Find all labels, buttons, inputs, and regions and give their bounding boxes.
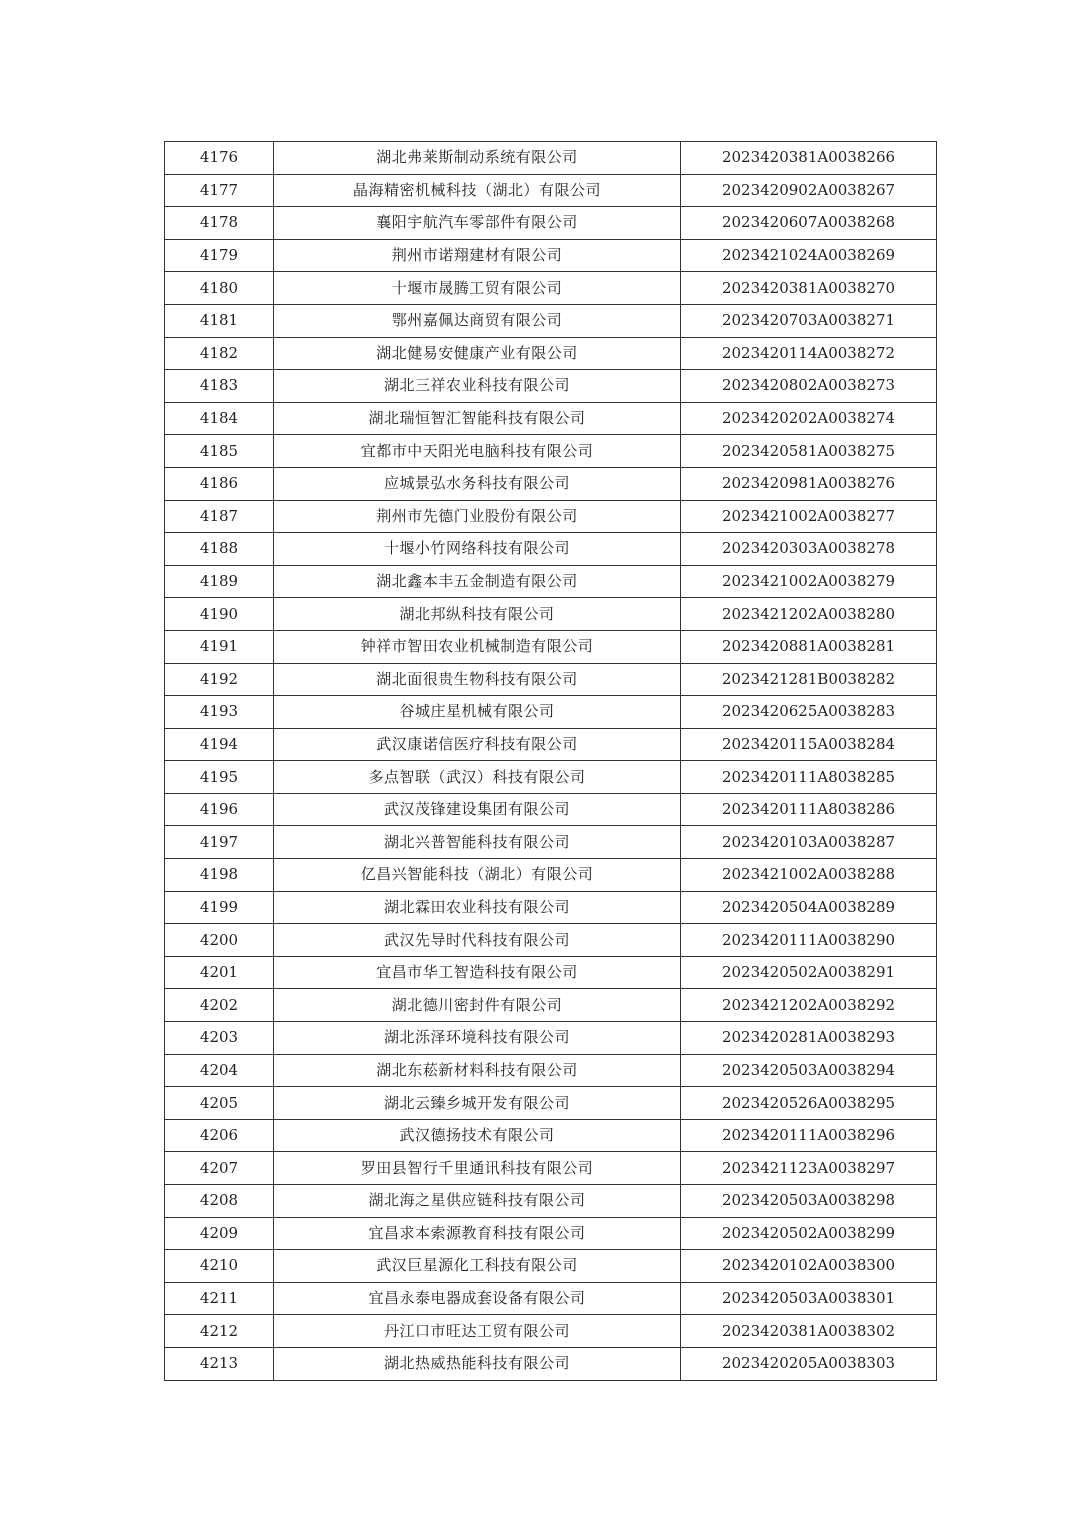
row-number-cell: 4210 <box>165 1250 274 1283</box>
row-number-cell: 4195 <box>165 761 274 794</box>
registration-code-cell: 2023420503A0038301 <box>681 1282 937 1315</box>
company-name-cell: 湖北德川密封件有限公司 <box>274 989 681 1022</box>
table-row <box>165 1250 937 1283</box>
company-name-cell: 晶海精密机械科技（湖北）有限公司 <box>274 174 681 207</box>
row-number-cell: 4181 <box>165 304 274 337</box>
company-name-cell: 十堰市晟腾工贸有限公司 <box>274 272 681 305</box>
row-number-cell: 4179 <box>165 239 274 272</box>
table-row <box>165 1119 937 1152</box>
company-registration-table <box>164 141 937 1381</box>
row-number-cell: 4189 <box>165 565 274 598</box>
table-row <box>165 1347 937 1380</box>
registration-code-cell: 2023420881A0038281 <box>681 630 937 663</box>
registration-code-cell: 2023421202A0038292 <box>681 989 937 1022</box>
registration-code-cell: 2023420981A0038276 <box>681 467 937 500</box>
company-name-cell: 武汉德扬技术有限公司 <box>274 1119 681 1152</box>
company-name-cell: 湖北弗莱斯制动系统有限公司 <box>274 142 681 175</box>
row-number-cell: 4206 <box>165 1119 274 1152</box>
registration-code-cell: 2023420381A0038302 <box>681 1315 937 1348</box>
company-name-cell: 罗田县智行千里通讯科技有限公司 <box>274 1152 681 1185</box>
registration-code-cell: 2023420502A0038299 <box>681 1217 937 1250</box>
registration-code-cell: 2023421002A0038288 <box>681 859 937 892</box>
row-number-cell: 4207 <box>165 1152 274 1185</box>
row-number-cell: 4213 <box>165 1347 274 1380</box>
registration-code-cell: 2023420114A0038272 <box>681 337 937 370</box>
row-number-cell: 4194 <box>165 728 274 761</box>
table-row <box>165 696 937 729</box>
company-name-cell: 宜昌永泰电器成套设备有限公司 <box>274 1282 681 1315</box>
company-name-cell: 钟祥市智田农业机械制造有限公司 <box>274 630 681 663</box>
row-number-cell: 4187 <box>165 500 274 533</box>
row-number-cell: 4186 <box>165 467 274 500</box>
company-name-cell: 湖北邦纵科技有限公司 <box>274 598 681 631</box>
registration-code-cell: 2023421123A0038297 <box>681 1152 937 1185</box>
row-number-cell: 4209 <box>165 1217 274 1250</box>
table-body <box>165 142 937 1381</box>
row-number-cell: 4183 <box>165 370 274 403</box>
registration-code-cell: 2023420111A8038286 <box>681 793 937 826</box>
table-row <box>165 1054 937 1087</box>
registration-code-cell: 2023420902A0038267 <box>681 174 937 207</box>
table-row <box>165 956 937 989</box>
row-number-cell: 4197 <box>165 826 274 859</box>
row-number-cell: 4203 <box>165 1022 274 1055</box>
table-row <box>165 663 937 696</box>
registration-code-cell: 2023420502A0038291 <box>681 956 937 989</box>
company-name-cell: 宜昌市华工智造科技有限公司 <box>274 956 681 989</box>
company-name-cell: 十堰小竹网络科技有限公司 <box>274 533 681 566</box>
company-name-cell: 湖北泺泽环境科技有限公司 <box>274 1022 681 1055</box>
registration-code-cell: 2023420281A0038293 <box>681 1022 937 1055</box>
row-number-cell: 4200 <box>165 924 274 957</box>
row-number-cell: 4176 <box>165 142 274 175</box>
company-name-cell: 湖北瑞恒智汇智能科技有限公司 <box>274 402 681 435</box>
registration-code-cell: 2023421202A0038280 <box>681 598 937 631</box>
row-number-cell: 4193 <box>165 696 274 729</box>
table-row <box>165 1152 937 1185</box>
company-name-cell: 谷城庄星机械有限公司 <box>274 696 681 729</box>
registration-code-cell: 2023420802A0038273 <box>681 370 937 403</box>
table-row <box>165 728 937 761</box>
company-name-cell: 鄂州嘉佩达商贸有限公司 <box>274 304 681 337</box>
company-name-cell: 多点智联（武汉）科技有限公司 <box>274 761 681 794</box>
table-row <box>165 467 937 500</box>
table-row <box>165 565 937 598</box>
registration-code-cell: 2023420111A0038296 <box>681 1119 937 1152</box>
table-row <box>165 402 937 435</box>
table-row <box>165 1022 937 1055</box>
registration-code-cell: 2023421002A0038279 <box>681 565 937 598</box>
row-number-cell: 4199 <box>165 891 274 924</box>
company-name-cell: 武汉先导时代科技有限公司 <box>274 924 681 957</box>
registration-code-cell: 2023421024A0038269 <box>681 239 937 272</box>
row-number-cell: 4212 <box>165 1315 274 1348</box>
table-row <box>165 500 937 533</box>
registration-code-cell: 2023420625A0038283 <box>681 696 937 729</box>
table-row <box>165 793 937 826</box>
table-row <box>165 826 937 859</box>
registration-code-cell: 2023420111A0038290 <box>681 924 937 957</box>
table-row <box>165 370 937 403</box>
table-row <box>165 630 937 663</box>
registration-code-cell: 2023420607A0038268 <box>681 207 937 240</box>
company-name-cell: 湖北海之星供应链科技有限公司 <box>274 1185 681 1218</box>
table-row <box>165 859 937 892</box>
company-name-cell: 湖北东菘新材料科技有限公司 <box>274 1054 681 1087</box>
row-number-cell: 4180 <box>165 272 274 305</box>
company-name-cell: 湖北兴普智能科技有限公司 <box>274 826 681 859</box>
company-name-cell: 湖北云臻乡城开发有限公司 <box>274 1087 681 1120</box>
company-name-cell: 荆州市先德门业股份有限公司 <box>274 500 681 533</box>
table-row <box>165 1185 937 1218</box>
company-name-cell: 武汉康诺信医疗科技有限公司 <box>274 728 681 761</box>
registration-code-cell: 2023420503A0038294 <box>681 1054 937 1087</box>
company-name-cell: 襄阳宇航汽车零部件有限公司 <box>274 207 681 240</box>
company-name-cell: 武汉巨星源化工科技有限公司 <box>274 1250 681 1283</box>
table-row <box>165 1315 937 1348</box>
table-row <box>165 1217 937 1250</box>
table-row <box>165 142 937 175</box>
row-number-cell: 4196 <box>165 793 274 826</box>
row-number-cell: 4177 <box>165 174 274 207</box>
registration-code-cell: 2023420504A0038289 <box>681 891 937 924</box>
row-number-cell: 4198 <box>165 859 274 892</box>
row-number-cell: 4188 <box>165 533 274 566</box>
registration-code-cell: 2023421002A0038277 <box>681 500 937 533</box>
company-name-cell: 湖北热威热能科技有限公司 <box>274 1347 681 1380</box>
table-row <box>165 598 937 631</box>
table-row <box>165 304 937 337</box>
registration-code-cell: 2023420703A0038271 <box>681 304 937 337</box>
company-name-cell: 武汉茂锋建设集团有限公司 <box>274 793 681 826</box>
company-name-cell: 湖北面很贵生物科技有限公司 <box>274 663 681 696</box>
row-number-cell: 4182 <box>165 337 274 370</box>
table-row <box>165 207 937 240</box>
company-name-cell: 宜都市中天阳光电脑科技有限公司 <box>274 435 681 468</box>
row-number-cell: 4184 <box>165 402 274 435</box>
registration-code-cell: 2023420115A0038284 <box>681 728 937 761</box>
company-name-cell: 亿昌兴智能科技（湖北）有限公司 <box>274 859 681 892</box>
company-name-cell: 湖北健易安健康产业有限公司 <box>274 337 681 370</box>
registration-code-cell: 2023420526A0038295 <box>681 1087 937 1120</box>
company-name-cell: 应城景弘水务科技有限公司 <box>274 467 681 500</box>
table-row <box>165 761 937 794</box>
registration-code-cell: 2023420303A0038278 <box>681 533 937 566</box>
registration-code-cell: 2023420111A8038285 <box>681 761 937 794</box>
company-name-cell: 湖北三祥农业科技有限公司 <box>274 370 681 403</box>
row-number-cell: 4204 <box>165 1054 274 1087</box>
table-row <box>165 1282 937 1315</box>
row-number-cell: 4208 <box>165 1185 274 1218</box>
row-number-cell: 4178 <box>165 207 274 240</box>
table-row <box>165 435 937 468</box>
registration-code-cell: 2023420103A0038287 <box>681 826 937 859</box>
company-name-cell: 湖北霖田农业科技有限公司 <box>274 891 681 924</box>
registration-code-cell: 2023421281B0038282 <box>681 663 937 696</box>
table-row <box>165 272 937 305</box>
table-row <box>165 239 937 272</box>
row-number-cell: 4191 <box>165 630 274 663</box>
registration-code-cell: 2023420503A0038298 <box>681 1185 937 1218</box>
company-name-cell: 宜昌求本索源教育科技有限公司 <box>274 1217 681 1250</box>
table-row <box>165 1087 937 1120</box>
company-name-cell: 湖北鑫本丰五金制造有限公司 <box>274 565 681 598</box>
table-row <box>165 174 937 207</box>
company-name-cell: 荆州市诺翔建材有限公司 <box>274 239 681 272</box>
registration-code-cell: 2023420381A0038266 <box>681 142 937 175</box>
row-number-cell: 4185 <box>165 435 274 468</box>
registration-code-cell: 2023420381A0038270 <box>681 272 937 305</box>
registration-code-cell: 2023420581A0038275 <box>681 435 937 468</box>
table-row <box>165 989 937 1022</box>
table-row <box>165 891 937 924</box>
table-row <box>165 337 937 370</box>
row-number-cell: 4201 <box>165 956 274 989</box>
row-number-cell: 4202 <box>165 989 274 1022</box>
table-row <box>165 924 937 957</box>
registration-code-cell: 2023420202A0038274 <box>681 402 937 435</box>
registration-code-cell: 2023420102A0038300 <box>681 1250 937 1283</box>
registration-code-cell: 2023420205A0038303 <box>681 1347 937 1380</box>
row-number-cell: 4205 <box>165 1087 274 1120</box>
company-name-cell: 丹江口市旺达工贸有限公司 <box>274 1315 681 1348</box>
table-row <box>165 533 937 566</box>
row-number-cell: 4190 <box>165 598 274 631</box>
row-number-cell: 4211 <box>165 1282 274 1315</box>
row-number-cell: 4192 <box>165 663 274 696</box>
